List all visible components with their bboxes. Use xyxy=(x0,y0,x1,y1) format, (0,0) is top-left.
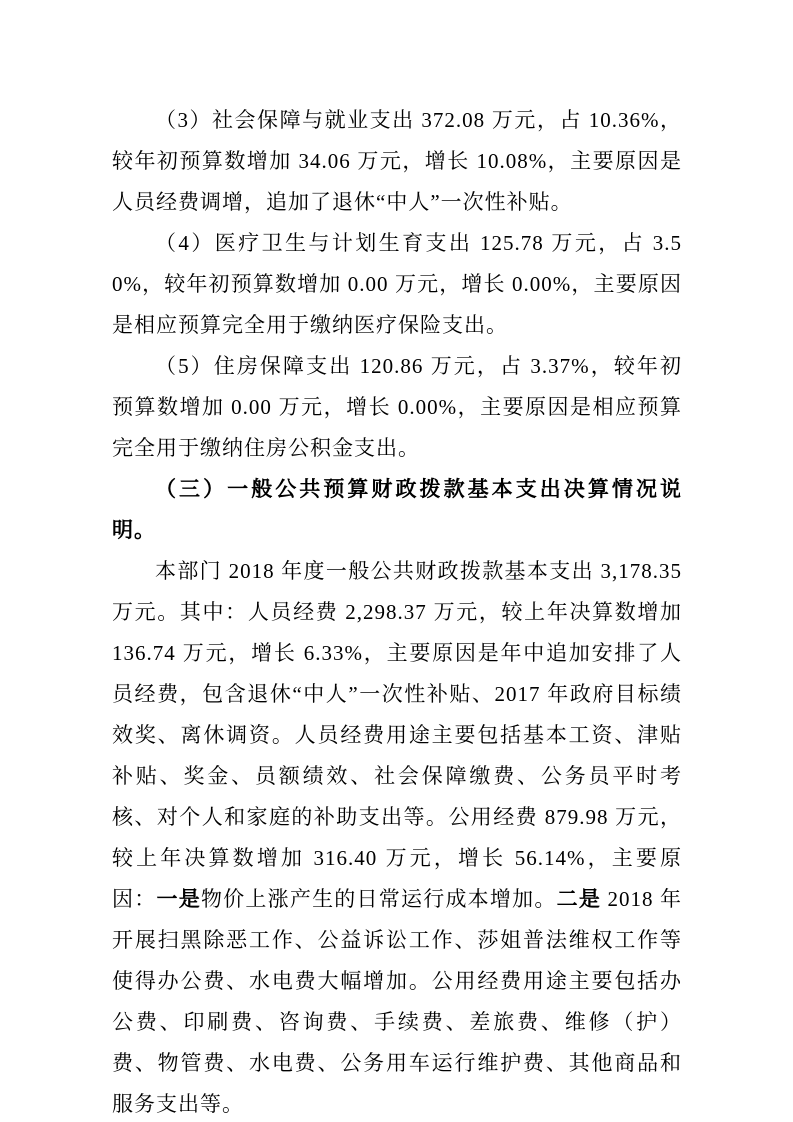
bold-text-run: 一是 xyxy=(156,887,201,911)
para-medical-health-expenditure xyxy=(112,223,682,346)
text-run: （4）医疗卫生与计划生育支出 125.78 万元，占 3.50%，较年初预算数增加 0.00 万元，增长 0.00%，主要原因是相应预算完全用于缴纳医疗保险支出。 xyxy=(112,231,682,337)
text-run: 本部门 2018 年度一般公共财政拨款基本支出 3,178.35 万元。其中：人员经费 2,298.37 万元，较上年决算数增加 136.74 万元，增长 6.33%，主要原因是年中追加安排了人员经费，包含退休“中人”一次性补贴、2017 年政府目标绩效奖、离休调资。人员经费用途主要包括基本工资、津贴补贴、奖金、员额绩效、社会保障缴费、公务员平时考核、对个人和家庭的补助支出等。公用经费 879.98 万元，较上年决算数增加 316.40 万元，增长 56.14%，主要原因： xyxy=(112,559,682,911)
text-run: 物价上涨产生的日常运行成本增加。 xyxy=(200,887,557,911)
para-social-security-expenditure xyxy=(112,100,682,223)
para-basic-expenditure-detail xyxy=(112,551,682,1122)
text-run: 2018 年开展扫黑除恶工作、公益诉讼工作、莎姐普法维权工作等使得办公费、水电费大幅增加。公用经费用途主要包括办公费、印刷费、咨询费、手续费、差旅费、维修（护）费、物管费、水电费、公务用车运行维护费、其他商品和服务支出等。 xyxy=(112,887,683,1116)
para-housing-security-expenditure xyxy=(112,346,682,469)
text-run: （3）社会保障与就业支出 372.08 万元，占 10.36%，较年初预算数增加 34.06 万元，增长 10.08%，主要原因是人员经费调增，追加了退休“中人”一次性补贴。 xyxy=(112,108,682,214)
heading-section-three xyxy=(112,469,682,551)
text-run: （5）住房保障支出 120.86 万元，占 3.37%，较年初预算数增加 0.00 万元，增长 0.00%，主要原因是相应预算完全用于缴纳住房公积金支出。 xyxy=(112,354,682,460)
bold-text-run: 二是 xyxy=(556,887,602,911)
bold-text-run: （三）一般公共预算财政拨款基本支出决算情况说明。 xyxy=(112,477,682,542)
document-body xyxy=(112,100,682,1122)
